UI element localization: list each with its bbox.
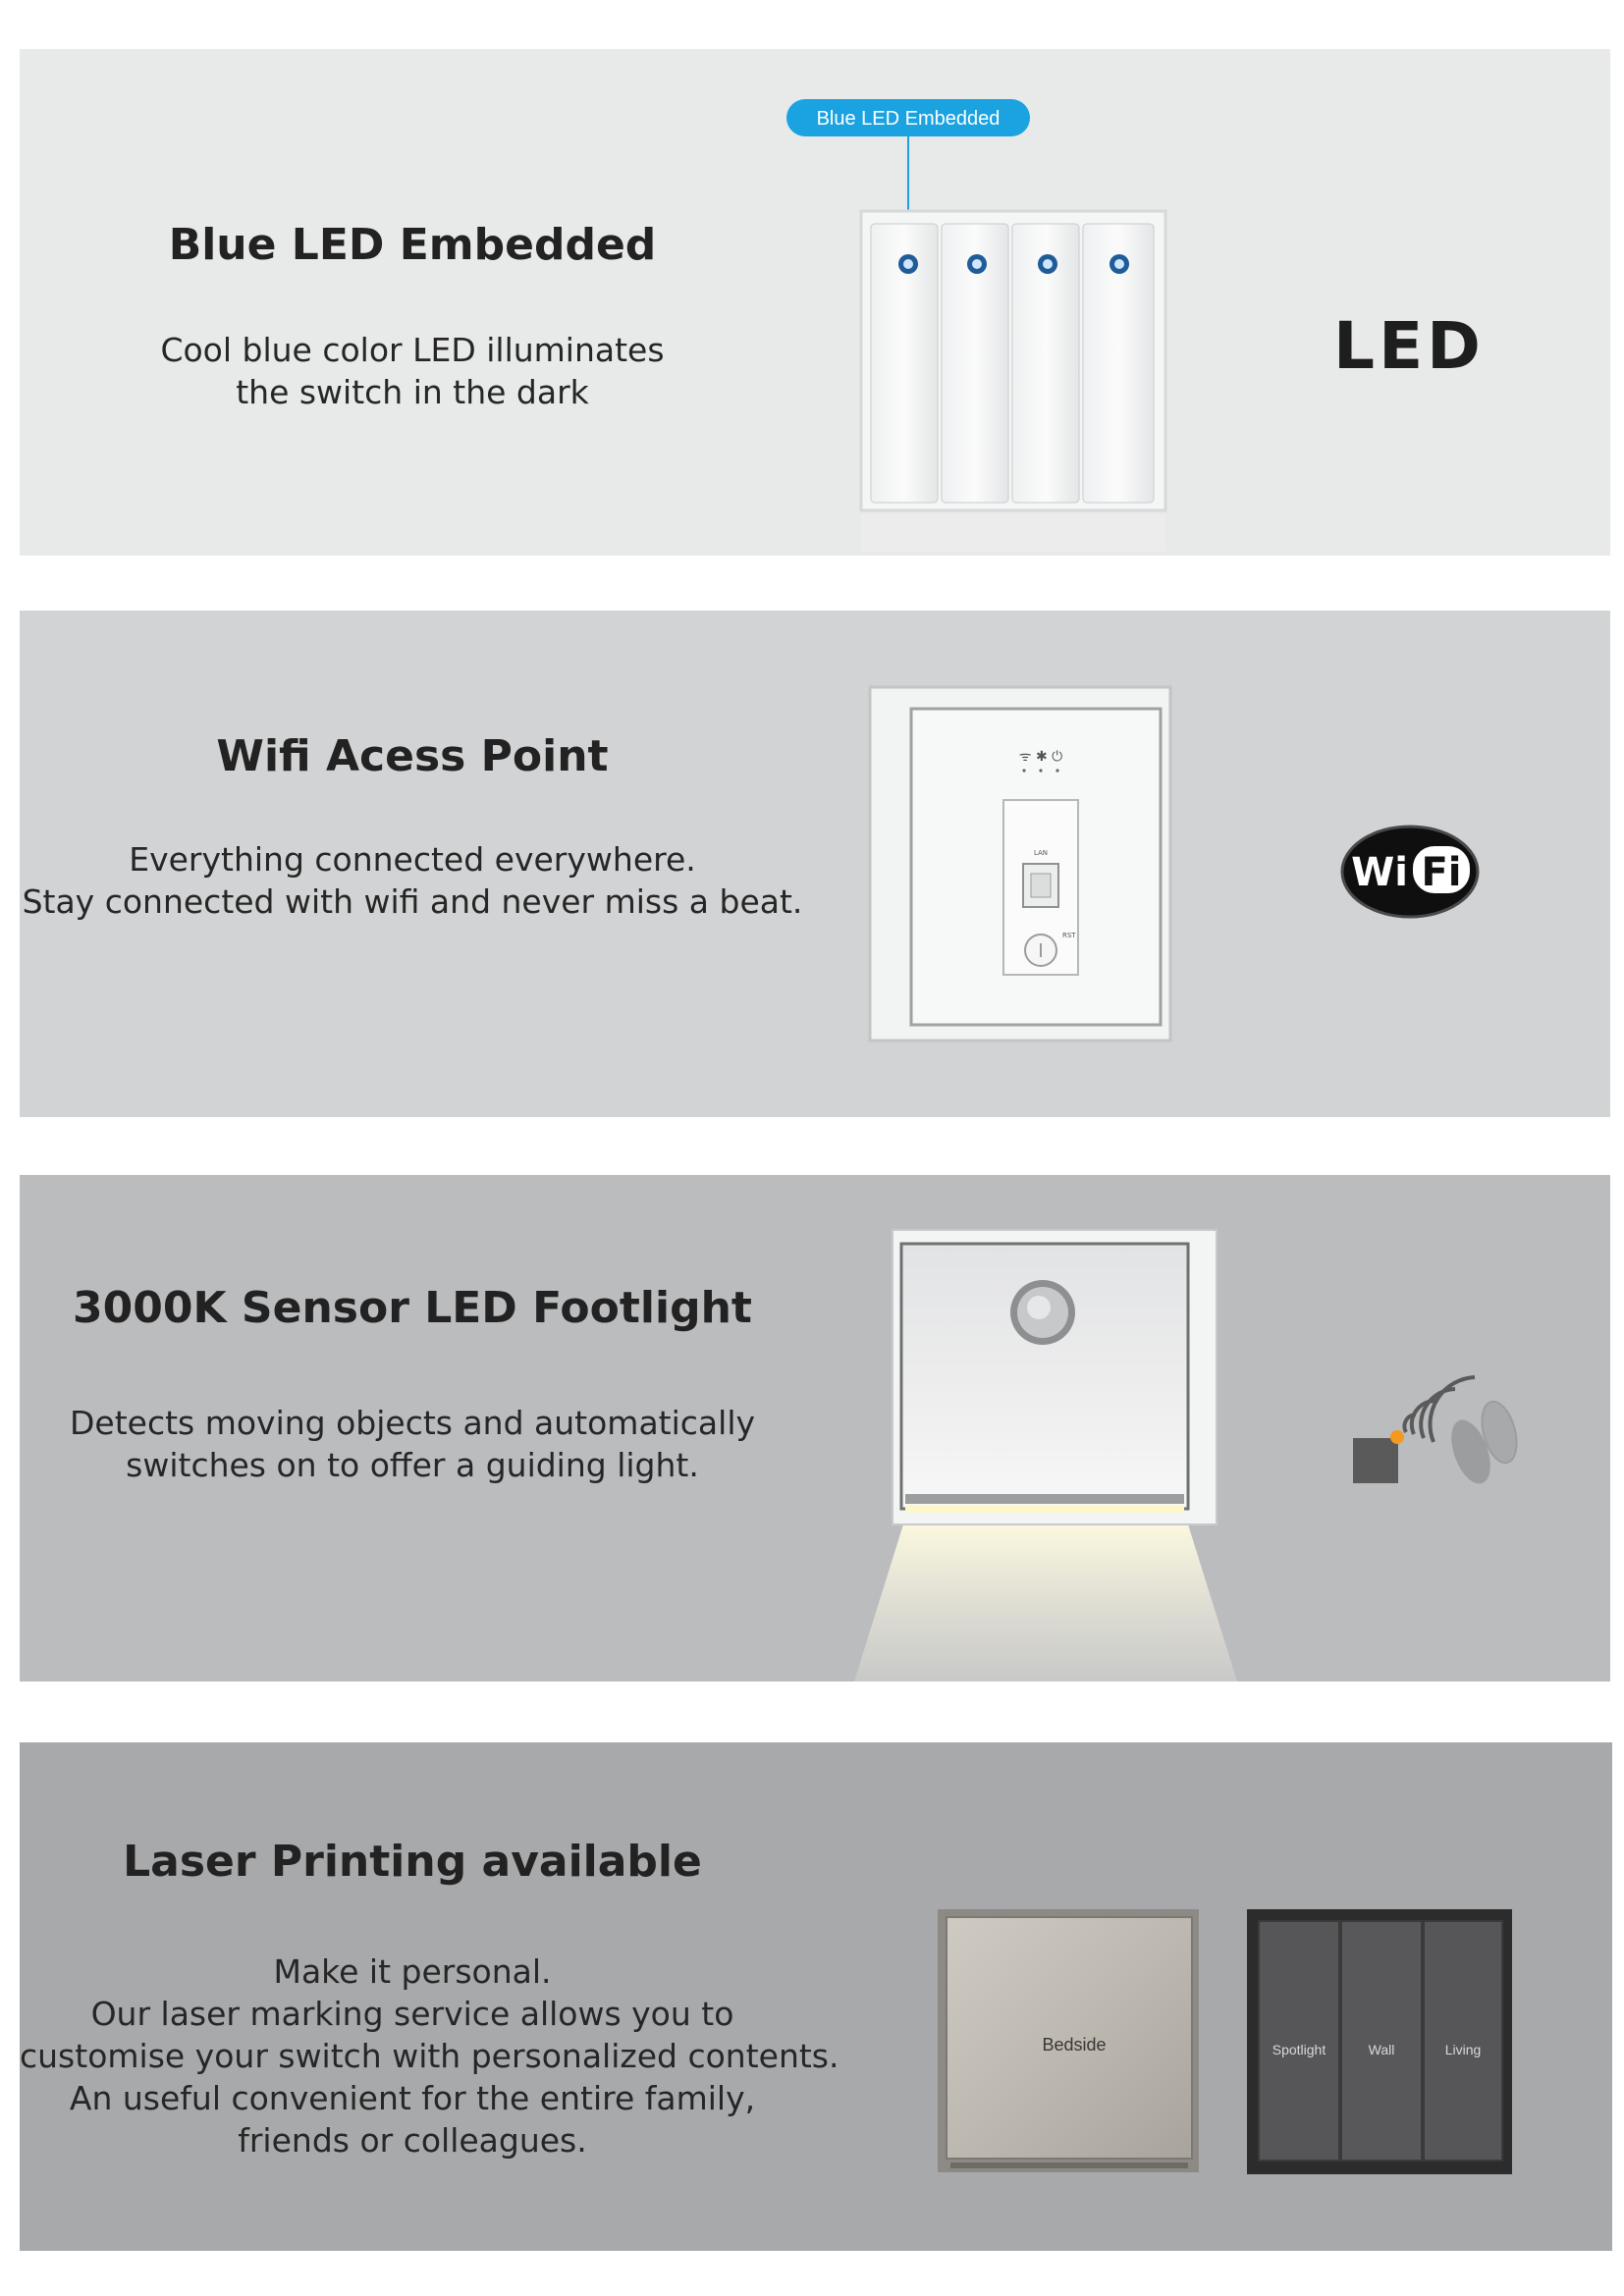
blue-led-section <box>20 49 1610 556</box>
led-logo-icon <box>1333 308 1485 384</box>
four-gang-switch <box>861 211 1165 552</box>
lan-port-label: LAN <box>1033 849 1049 857</box>
laser-desc-line-1: Make it personal. <box>273 1952 552 1991</box>
motion-sensor-icon <box>1353 1377 1523 1489</box>
laser-desc-line-5: friends or colleagues. <box>238 2121 587 2160</box>
reset-button-label: RST <box>1062 932 1076 939</box>
footlight-desc-line-2: switches on to offer a guiding light. <box>126 1446 699 1484</box>
svg-text:LED: LED <box>1333 308 1485 384</box>
footlight-title: 3000K Sensor LED Footlight <box>73 1283 752 1333</box>
spotlight-label: Spotlight <box>1272 2042 1326 2057</box>
svg-text:Wi: Wi <box>1351 850 1408 895</box>
wifi-desc-line-2: Stay connected with wifi and never miss a beat. <box>22 882 803 921</box>
blue-led-title: Blue LED Embedded <box>168 220 657 270</box>
laser-printed-switches <box>20 1742 1612 2251</box>
wifi-desc-line-1: Everything connected everywhere. <box>129 840 696 879</box>
wifi-section <box>20 611 1610 1117</box>
living-label: Living <box>1444 2042 1482 2057</box>
blue-led-desc-line-2: the switch in the dark <box>236 373 589 411</box>
triple-switch-dark <box>1247 1909 1512 2174</box>
laser-desc-line-4: An useful convenient for the entire family, <box>69 2079 756 2117</box>
footlight-illustration <box>20 1175 1610 1682</box>
bedside-label: Bedside <box>1042 2035 1107 2055</box>
laser-desc-line-3: customise your switch with personalized contents. <box>20 2037 839 2075</box>
footlight-desc-line-1: Detects moving objects and automatically <box>69 1404 756 1442</box>
wifi-logo-icon <box>1342 827 1478 917</box>
svg-text:ᯤ ✱ ⏻: ᯤ ✱ ⏻ <box>1018 749 1063 765</box>
led-switch-illustration <box>20 49 1610 556</box>
wifi-title: Wifi Acess Point <box>216 731 609 781</box>
sensor-footlight-device <box>854 1230 1237 1682</box>
laser-printing-section <box>20 1742 1612 2251</box>
callout-label: Blue LED Embedded <box>816 108 1001 130</box>
wifi-access-point-illustration <box>20 611 1610 1117</box>
access-point-device <box>870 687 1170 1041</box>
svg-text:Fi: Fi <box>1421 850 1462 895</box>
blue-led-desc-line-1: Cool blue color LED illuminates <box>160 331 665 369</box>
wall-label: Wall <box>1368 2042 1395 2057</box>
single-switch-bedside <box>938 1909 1199 2172</box>
laser-desc-line-2: Our laser marking service allows you to <box>90 1995 734 2033</box>
footlight-section <box>20 1175 1610 1682</box>
laser-title: Laser Printing available <box>123 1837 702 1887</box>
